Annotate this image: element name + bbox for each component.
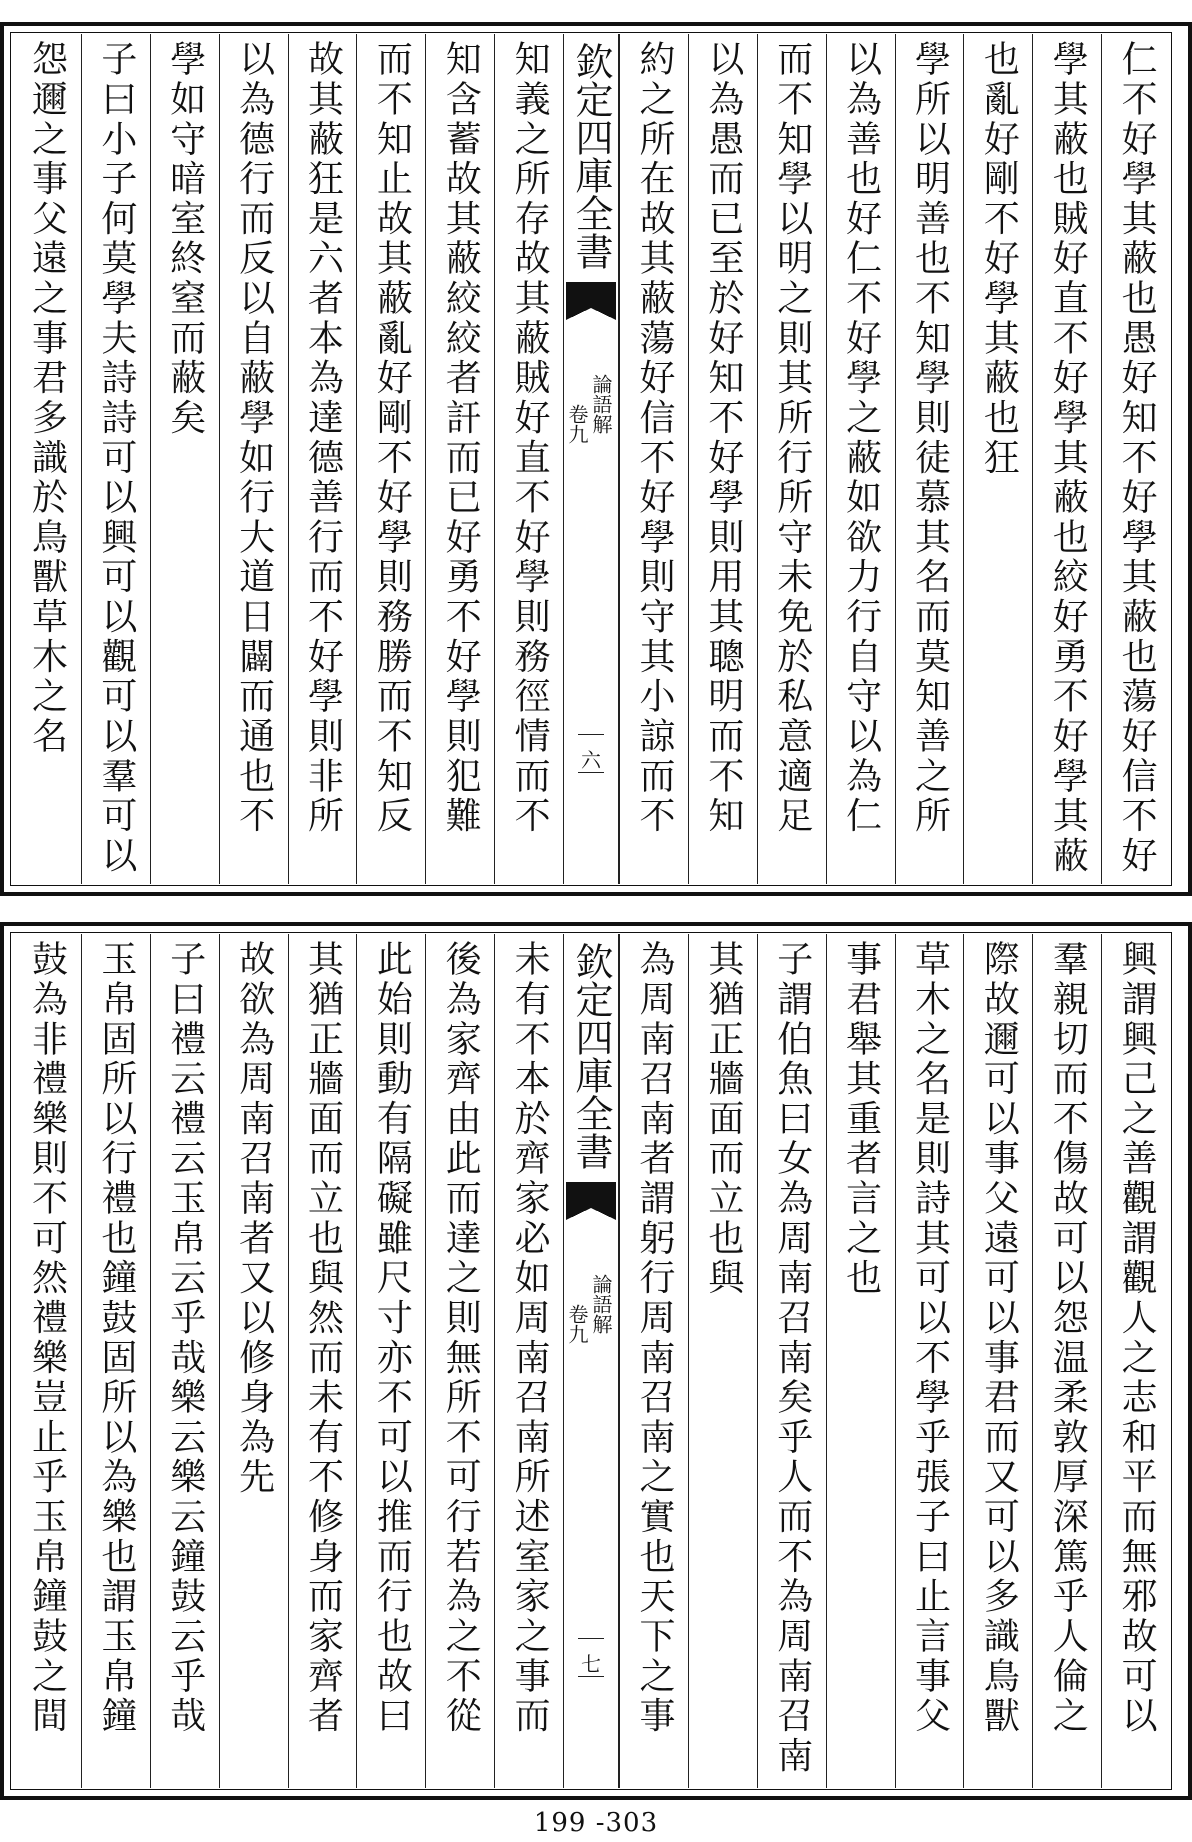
- leaf-number: 六: [581, 748, 601, 772]
- column-text: 學其蔽也賊好直不好學其蔽也絞好勇不好學其蔽: [1047, 40, 1089, 876]
- column-text: 故欲為周南召南者又以修身為先: [233, 940, 275, 1498]
- collection-title: 欽定四庫全書: [569, 942, 613, 1170]
- separator-line: [578, 1638, 604, 1639]
- column-text: 而不知學以明之則其所行所守未免於私意適足: [771, 40, 813, 837]
- column-text: 其猶正牆面而立也與然而未有不修身而家齊者: [302, 940, 344, 1737]
- text-column-right: [688, 934, 757, 1788]
- text-column-right: [619, 934, 688, 1788]
- column-text: 學所以明善也不知學則徒慕其名而莫知善之所: [909, 40, 951, 837]
- column-text: 約之所在故其蔽蕩好信不好學則守其小諒而不: [633, 40, 675, 837]
- column-text: 未有不本於齊家必如周南召南所述室家之事而: [509, 940, 551, 1737]
- column-text: 其猶正牆面而立也與: [702, 940, 744, 1299]
- column-text: 而不知止故其蔽亂好剛不好學則務勝而不知反: [371, 40, 413, 837]
- page-number: 199 -303: [533, 1808, 659, 1838]
- text-column-left: [356, 934, 425, 1788]
- column-text: 興謂興己之善觀謂觀人之志和平而無邪故可以: [1116, 940, 1158, 1737]
- column-text: 草木之名是則詩其可以不學乎張子曰止言事父: [909, 940, 951, 1737]
- text-column-left: [425, 934, 494, 1788]
- center-fold-column: [563, 934, 619, 1788]
- column-text: 際故邇可以事父遠可以事君而又可以多識鳥獸: [978, 940, 1020, 1737]
- text-column-right: [963, 934, 1032, 1788]
- column-text: 子謂伯魚曰女為周南召南矣乎人而不為周南召南: [771, 940, 813, 1776]
- text-column-left: [150, 934, 219, 1788]
- column-text: 後為家齊由此而達之則無所不可行若為之不從: [440, 940, 482, 1737]
- column-text: 事君舉其重者言之也: [840, 940, 882, 1299]
- text-column-left: [494, 934, 563, 1788]
- separator-line: [578, 1676, 604, 1677]
- column-text: 以為愚而已至於好知不好學則用其聰明而不知: [702, 40, 744, 837]
- text-column-right: [1032, 934, 1101, 1788]
- column-text: 鼓為非禮樂則不可然禮樂豈止乎玉帛鐘鼓之間: [26, 940, 68, 1737]
- text-column-left: [219, 934, 288, 1788]
- column-text: 以為德行而反以自蔽學如行大道日闢而通也不: [233, 40, 275, 837]
- text-column-left: [81, 934, 150, 1788]
- volume-label: 卷九: [565, 1304, 589, 1344]
- column-text: 子曰小子何莫學夫詩詩可以興可以觀可以羣可以: [95, 40, 137, 876]
- column-text: 學如守暗室終窒而蔽矣: [164, 40, 206, 439]
- text-column-right: [895, 934, 964, 1788]
- text-column-left: [12, 934, 81, 1788]
- column-text: 玉帛固所以行禮也鐘鼓固所以為樂也謂玉帛鐘: [95, 940, 137, 1737]
- column-text: 為周南召南者謂躬行周南召南之實也天下之事: [633, 940, 675, 1737]
- text-column-right: [1101, 934, 1170, 1788]
- column-text: 以為善也好仁不好學之蔽如欲力行自守以為仁: [840, 40, 882, 837]
- text-column-right: [757, 934, 826, 1788]
- book-title: 論語解: [589, 374, 613, 434]
- column-text: 此始則動有隔礙雖尺寸亦不可以推而行也故曰: [371, 940, 413, 1737]
- text-column-left: [288, 934, 357, 1788]
- column-text: 怨邇之事父遠之事君多識於鳥獸草木之名: [26, 40, 68, 757]
- collection-title: 欽定四庫全書: [569, 42, 613, 270]
- column-text: 也亂好剛不好學其蔽也狂: [978, 40, 1020, 478]
- column-text: 故其蔽狂是六者本為達德善行而不好學則非所: [302, 40, 344, 837]
- volume-label: 卷九: [565, 404, 589, 444]
- fishtail-mark: [566, 1182, 616, 1208]
- column-text: 知義之所存故其蔽賊好直不好學則務徑情而不: [509, 40, 551, 837]
- book-title: 論語解: [589, 1274, 613, 1334]
- column-text: 羣親切而不傷故可以怨温柔敦厚深篤乎人倫之: [1047, 940, 1089, 1737]
- column-text: 仁不好學其蔽也愚好知不好學其蔽也蕩好信不好: [1116, 40, 1158, 876]
- text-column-right: [826, 934, 895, 1788]
- leaf-number: 七: [581, 1652, 601, 1676]
- column-text: 子曰禮云禮云玉帛云乎哉樂云樂云鐘鼓云乎哉: [164, 940, 206, 1737]
- column-text: 知含蓄故其蔽絞絞者訐而已好勇不好學則犯難: [440, 40, 482, 837]
